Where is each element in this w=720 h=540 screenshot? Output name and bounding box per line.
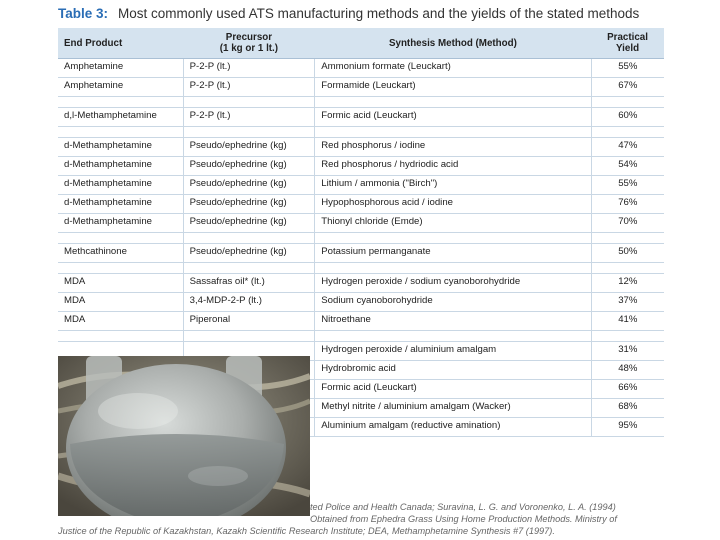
cell-end-product: MDA xyxy=(58,274,183,293)
table-header-row xyxy=(58,28,664,59)
footnote-line3: Justice of the Republic of Kazakhstan, Kazakh Scientific Research Institute; DEA, Methamphetamine Synthesis #7 (1997). xyxy=(58,526,555,536)
table-row xyxy=(58,312,664,331)
table-row xyxy=(58,108,664,127)
cell-yield: 55% xyxy=(591,59,664,78)
table-title xyxy=(58,6,639,21)
cell-method: Lithium / ammonia ("Birch") xyxy=(315,176,591,195)
flask-photo xyxy=(58,356,310,516)
table-row xyxy=(58,78,664,97)
header-yield-line1: Practical xyxy=(607,32,648,43)
spacer-cell xyxy=(58,263,183,274)
cell-yield: 41% xyxy=(591,312,664,331)
table-spacer-row xyxy=(58,233,664,244)
spacer-cell xyxy=(315,263,591,274)
cell-method: Thionyl chloride (Emde) xyxy=(315,214,591,233)
cell-yield: 48% xyxy=(591,361,664,380)
cell-yield: 54% xyxy=(591,157,664,176)
spacer-cell xyxy=(183,263,315,274)
cell-end-product: Amphetamine xyxy=(58,59,183,78)
cell-yield: 37% xyxy=(591,293,664,312)
cell-precursor: Piperonal xyxy=(183,312,315,331)
cell-end-product: d-Methamphetamine xyxy=(58,157,183,176)
header-end-product: End Product xyxy=(58,28,183,59)
table-footnote xyxy=(58,501,658,537)
cell-method: Methyl nitrite / aluminium amalgam (Wacker) xyxy=(315,399,591,418)
footnote-line2: Obtained from Ephedra Grass Using Home Production Methods. Ministry of xyxy=(310,514,617,524)
spacer-cell xyxy=(183,97,315,108)
cell-yield: 55% xyxy=(591,176,664,195)
spacer-cell xyxy=(58,331,183,342)
cell-method: Red phosphorus / hydriodic acid xyxy=(315,157,591,176)
cell-precursor: Sassafras oil* (lt.) xyxy=(183,274,315,293)
cell-end-product: MDA xyxy=(58,293,183,312)
cell-yield: 68% xyxy=(591,399,664,418)
table-spacer-row xyxy=(58,127,664,138)
cell-end-product: d-Methamphetamine xyxy=(58,195,183,214)
cell-yield: 12% xyxy=(591,274,664,293)
cell-precursor: Pseudo/ephedrine (kg) xyxy=(183,244,315,263)
spacer-cell xyxy=(591,233,664,244)
cell-yield: 66% xyxy=(591,380,664,399)
footnote-line1: ted Police and Health Canada; Suravina, L. G. and Voronenko, L. A. (1994) xyxy=(310,502,616,512)
spacer-cell xyxy=(315,233,591,244)
spacer-cell xyxy=(183,127,315,138)
table-row xyxy=(58,195,664,214)
table-row xyxy=(58,138,664,157)
table-row xyxy=(58,214,664,233)
cell-end-product: d-Methamphetamine xyxy=(58,176,183,195)
cell-end-product: Amphetamine xyxy=(58,78,183,97)
header-precursor-line2: (1 kg or 1 lt.) xyxy=(219,43,279,54)
table-row xyxy=(58,244,664,263)
cell-method: Formamide (Leuckart) xyxy=(315,78,591,97)
cell-precursor: 3,4-MDP-2-P (lt.) xyxy=(183,293,315,312)
cell-method: Formic acid (Leuckart) xyxy=(315,108,591,127)
spacer-cell xyxy=(315,127,591,138)
round-bottom-flask-image xyxy=(58,356,310,516)
cell-precursor: Pseudo/ephedrine (kg) xyxy=(183,195,315,214)
cell-precursor: Pseudo/ephedrine (kg) xyxy=(183,138,315,157)
cell-method: Hypophosphorous acid / iodine xyxy=(315,195,591,214)
table-row xyxy=(58,157,664,176)
spacer-cell xyxy=(183,331,315,342)
cell-method: Red phosphorus / iodine xyxy=(315,138,591,157)
spacer-cell xyxy=(591,263,664,274)
cell-end-product: Methcathinone xyxy=(58,244,183,263)
spacer-cell xyxy=(58,233,183,244)
cell-yield: 70% xyxy=(591,214,664,233)
table-row xyxy=(58,59,664,78)
cell-precursor: Pseudo/ephedrine (kg) xyxy=(183,157,315,176)
table-spacer-row xyxy=(58,331,664,342)
table-label: Table 3: xyxy=(58,6,109,21)
cell-method: Sodium cyanoborohydride xyxy=(315,293,591,312)
cell-precursor: P-2-P (lt.) xyxy=(183,59,315,78)
header-yield xyxy=(591,28,664,59)
cell-method: Hydrogen peroxide / aluminium amalgam xyxy=(315,342,591,361)
cell-yield: 60% xyxy=(591,108,664,127)
cell-method: Hydrobromic acid xyxy=(315,361,591,380)
table-row xyxy=(58,293,664,312)
spacer-cell xyxy=(315,97,591,108)
cell-method: Ammonium formate (Leuckart) xyxy=(315,59,591,78)
cell-method: Potassium permanganate xyxy=(315,244,591,263)
cell-method: Nitroethane xyxy=(315,312,591,331)
cell-precursor: Pseudo/ephedrine (kg) xyxy=(183,176,315,195)
table-spacer-row xyxy=(58,97,664,108)
cell-yield: 67% xyxy=(591,78,664,97)
header-yield-line2: Yield xyxy=(616,43,640,54)
table-row xyxy=(58,176,664,195)
cell-method: Formic acid (Leuckart) xyxy=(315,380,591,399)
table-spacer-row xyxy=(58,263,664,274)
cell-end-product: d-Methamphetamine xyxy=(58,138,183,157)
cell-yield: 76% xyxy=(591,195,664,214)
cell-precursor: P-2-P (lt.) xyxy=(183,108,315,127)
cell-precursor: P-2-P (lt.) xyxy=(183,78,315,97)
spacer-cell xyxy=(315,331,591,342)
spacer-cell xyxy=(591,331,664,342)
header-method: Synthesis Method (Method) xyxy=(315,28,591,59)
cell-yield: 95% xyxy=(591,418,664,437)
table-row xyxy=(58,274,664,293)
spacer-cell xyxy=(183,233,315,244)
cell-end-product: d,l-Methamphetamine xyxy=(58,108,183,127)
spacer-cell xyxy=(591,127,664,138)
cell-end-product: d-Methamphetamine xyxy=(58,214,183,233)
header-precursor-line1: Precursor xyxy=(225,32,273,43)
cell-end-product: MDA xyxy=(58,312,183,331)
cell-yield: 47% xyxy=(591,138,664,157)
cell-precursor: Pseudo/ephedrine (kg) xyxy=(183,214,315,233)
cell-method: Aluminium amalgam (reductive amination) xyxy=(315,418,591,437)
table-title-text: Most commonly used ATS manufacturing methods and the yields of the stated methods xyxy=(118,6,640,21)
cell-yield: 50% xyxy=(591,244,664,263)
header-precursor xyxy=(183,28,315,59)
cell-yield: 31% xyxy=(591,342,664,361)
spacer-cell xyxy=(58,127,183,138)
cell-method: Hydrogen peroxide / sodium cyanoborohydride xyxy=(315,274,591,293)
spacer-cell xyxy=(591,97,664,108)
spacer-cell xyxy=(58,97,183,108)
